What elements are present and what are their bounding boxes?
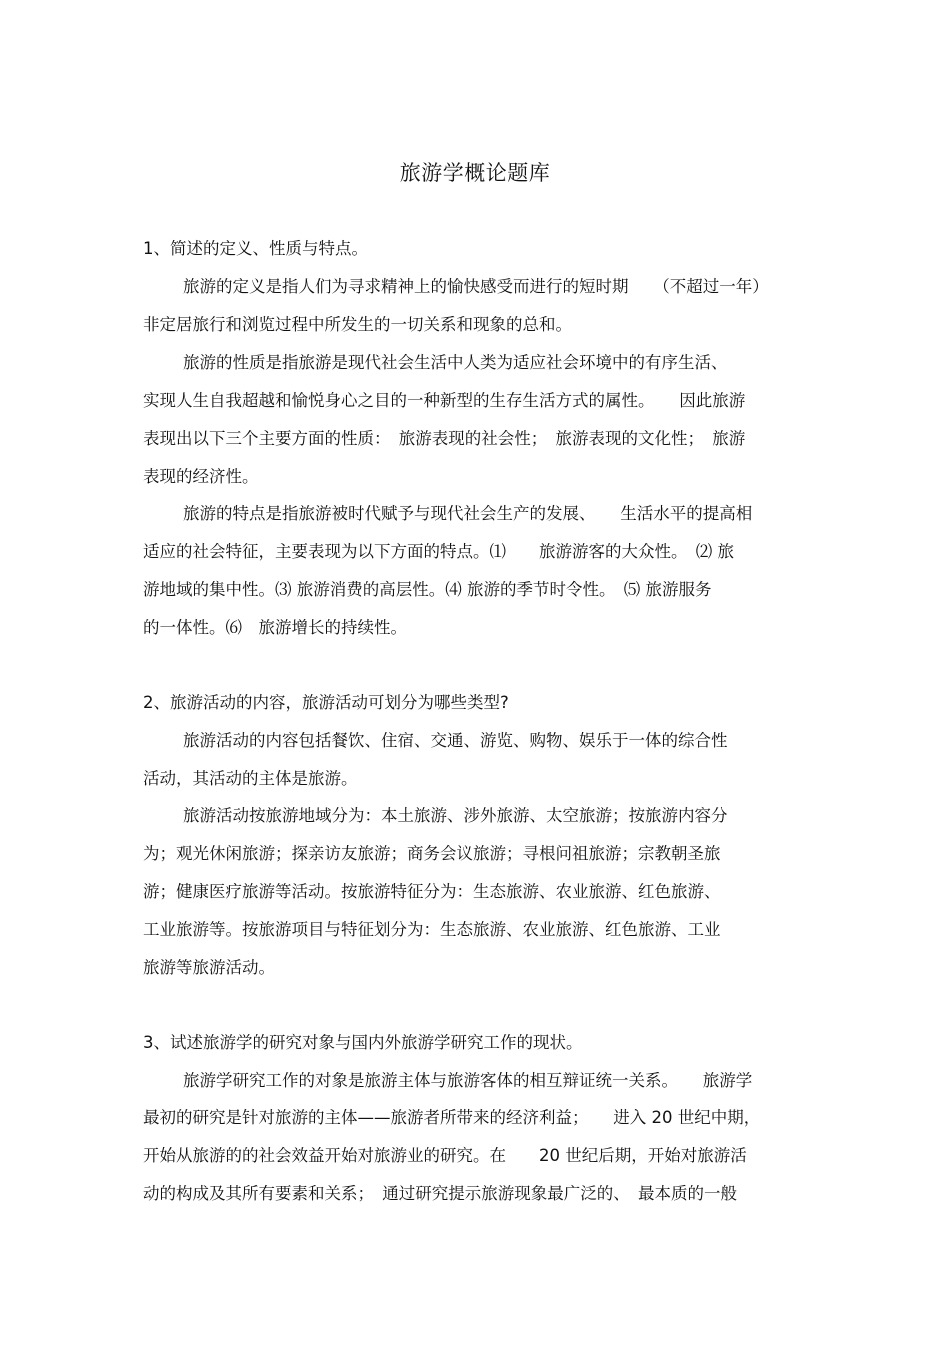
paragraph-line: 表现出以下三个主要方面的性质： 旅游表现的社会性； 旅游表现的文化性； 旅游	[143, 429, 746, 448]
page-title: 旅游学概论题库	[399, 161, 551, 185]
paragraph-line: 旅游活动按旅游地域分为：本土旅游、涉外旅游、太空旅游；按旅游内容分	[183, 806, 728, 825]
paragraph-line: 旅游的特点是指旅游被时代赋予与现代社会生产的发展、 生活水平的提高相	[183, 504, 753, 523]
question-heading-1: 1、简述的定义、性质与特点。	[143, 239, 368, 258]
paragraph-line: 开始从旅游的的社会效益开始对旅游业的研究。在 20 世纪后期，开始对旅游活	[143, 1146, 747, 1165]
paragraph-line: 为；观光休闲旅游；探亲访友旅游；商务会议旅游；寻根问祖旅游；宗教朝圣旅	[143, 844, 721, 863]
paragraph-line: 游地域的集中性。⑶ 旅游消费的高层性。⑷ 旅游的季节时令性。 ⑸ 旅游服务	[143, 580, 712, 599]
paragraph-line: 非定居旅行和浏览过程中所发生的一切关系和现象的总和。	[143, 315, 572, 334]
paragraph-line: 工业旅游等。按旅游项目与特征划分为：生态旅游、农业旅游、红色旅游、工业	[143, 920, 721, 939]
paragraph-line: 旅游等旅游活动。	[143, 958, 275, 977]
paragraph-line: 最初的研究是针对旅游的主体——旅游者所带来的经济利益； 进入 20 世纪中期，	[143, 1108, 761, 1127]
paragraph-line: 旅游学研究工作的对象是旅游主体与旅游客体的相互辩证统一关系。 旅游学	[183, 1071, 753, 1090]
paragraph-line: 实现人生自我超越和愉悦身心之目的一种新型的生存生活方式的属性。 因此旅游	[143, 391, 746, 410]
paragraph-line: 游；健康医疗旅游等活动。按旅游特征分为：生态旅游、农业旅游、红色旅游、	[143, 882, 721, 901]
paragraph-line: 动的构成及其所有要素和关系； 通过研究提示旅游现象最广泛的、 最本质的一般	[143, 1184, 737, 1203]
question-heading-3: 3、试述旅游学的研究对象与国内外旅游学研究工作的现状。	[143, 1033, 583, 1052]
paragraph-line: 活动，其活动的主体是旅游。	[143, 769, 358, 788]
paragraph-line: 适应的社会特征，主要表现为以下方面的特点。⑴ 旅游游客的大众性。 ⑵ 旅	[143, 542, 734, 561]
paragraph-line: 的一体性。⑹ 旅游增长的持续性。	[143, 618, 407, 637]
question-heading-2: 2、旅游活动的内容，旅游活动可划分为哪些类型?	[143, 693, 509, 712]
paragraph-line: 旅游的性质是指旅游是现代社会生活中人类为适应社会环境中的有序生活、	[183, 353, 728, 372]
paragraph-line: 旅游的定义是指人们为寻求精神上的愉快感受而进行的短时期 （不超过一年）	[183, 277, 769, 296]
paragraph-line: 旅游活动的内容包括餐饮、住宿、交通、游览、购物、娱乐于一体的综合性	[183, 731, 728, 750]
paragraph-line: 表现的经济性。	[143, 467, 259, 486]
